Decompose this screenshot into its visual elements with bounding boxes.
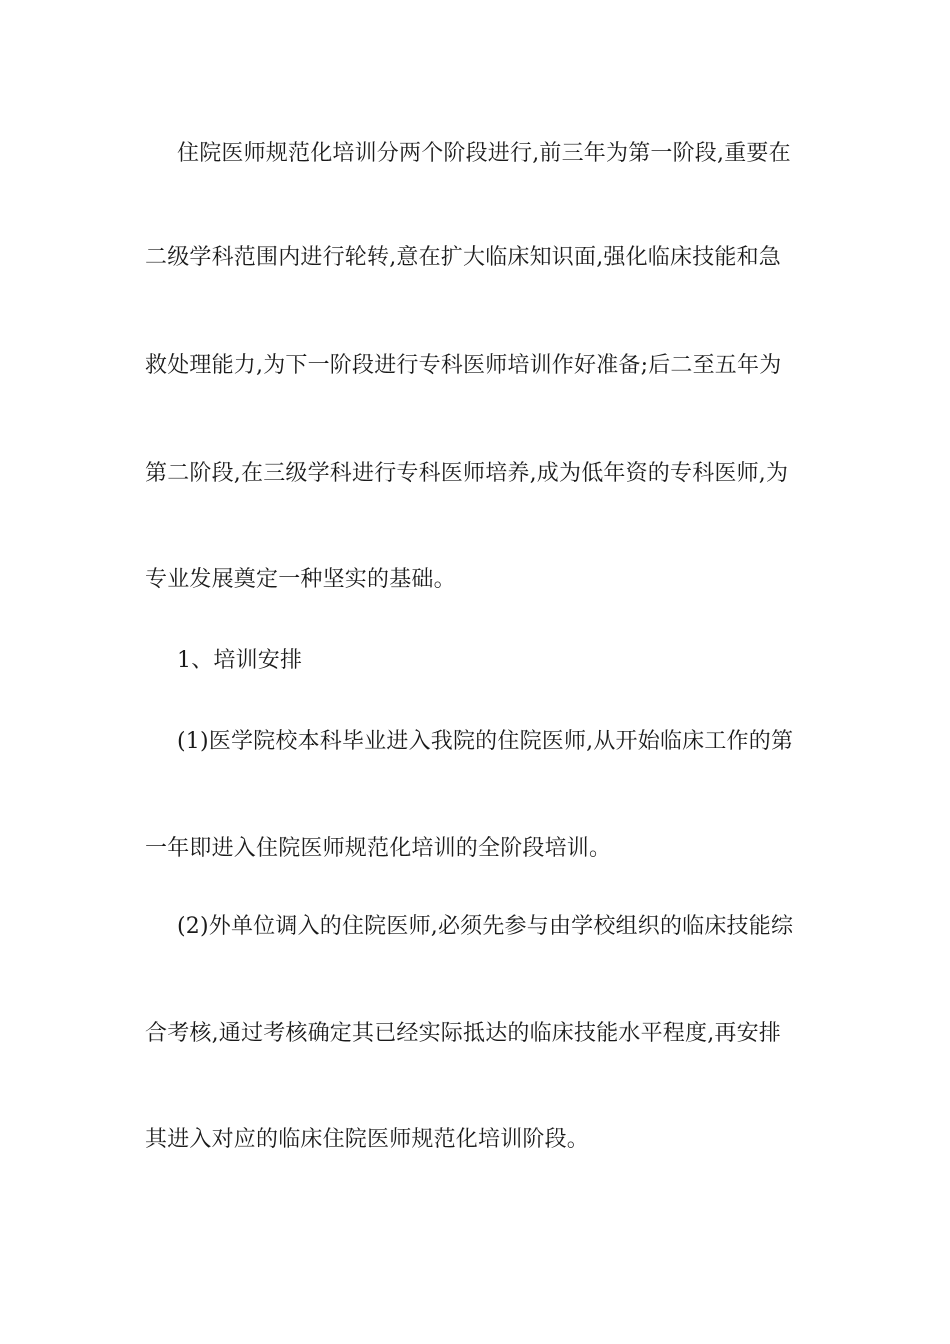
list-item-line: 合考核,通过考核确定其已经实际抵达的临床技能水平程度,再安排 (145, 1021, 781, 1046)
list-item-line: 一年即进入住院医师规范化培训的全阶段培训。 (145, 836, 612, 861)
section-heading: 1、培训安排 (177, 648, 303, 673)
list-item-line: (1)医学院校本科毕业进入我院的住院医师,从开始临床工作的第 (177, 729, 794, 754)
paragraph-line: 专业发展奠定一种坚实的基础。 (145, 567, 456, 592)
paragraph-line: 二级学科范围内进行轮转,意在扩大临床知识面,强化临床技能和急 (145, 245, 781, 270)
paragraph-line: 救处理能力,为下一阶段进行专科医师培训作好准备;后二至五年为 (145, 353, 782, 378)
list-item-line: 其进入对应的临床住院医师规范化培训阶段。 (145, 1127, 590, 1152)
list-item-line: (2)外单位调入的住院医师,必须先参与由学校组织的临床技能综 (177, 914, 794, 939)
paragraph-line: 住院医师规范化培训分两个阶段进行,前三年为第一阶段,重要在 (177, 141, 791, 166)
paragraph-line: 第二阶段,在三级学科进行专科医师培养,成为低年资的专科医师,为 (145, 461, 789, 486)
